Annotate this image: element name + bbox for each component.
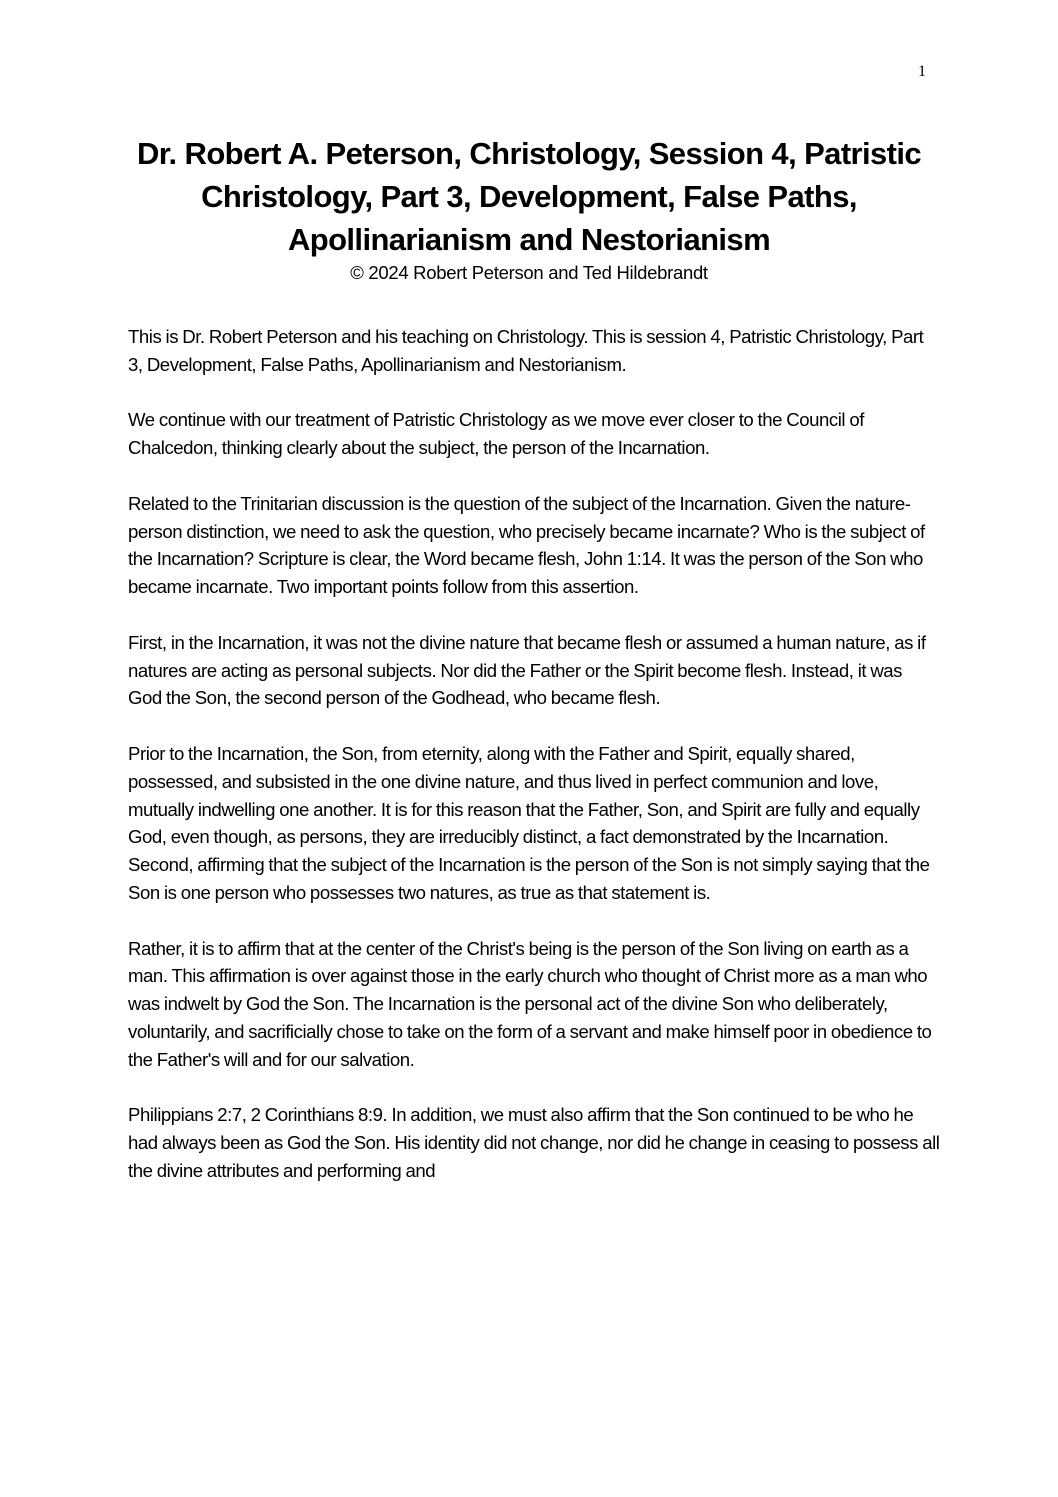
paragraph-subject-of-incarnation: Related to the Trinitarian discussion is the question of the subject of the Incarnation. Given the nature-person distinction, we need to ask the question, who precisely became incarnate? Who is the subject of the Incarnation? Scripture is clear, the Word became flesh, John 1:14. It was the person of the Son who became incarnate. Two important points follow from this assertion. xyxy=(128,492,925,598)
page-number: 1 xyxy=(918,63,926,80)
document-title: Dr. Robert A. Peterson, Christology, Session 4, Patristic Christology, Part 3, Development, False Paths, Apollinarianism and Nestorianism xyxy=(136,136,922,257)
document-body xyxy=(128,323,940,1213)
paragraph-first-point: First, in the Incarnation, it was not the divine nature that became flesh or assumed a human nature, as if natures are acting as personal subjects. Nor did the Father or the Spirit become flesh. Instead, it was God the Son, the second person of the Godhead, who became flesh. xyxy=(128,631,926,709)
document-header xyxy=(100,132,958,285)
paragraph-prior-to-incarnation: Prior to the Incarnation, the Son, from eternity, along with the Father and Spirit, equally shared, possessed, and subsisted in the one divine nature, and thus lived in perfect communion and love, mutually indwelling one another. It is for this reason that the Father, Son, and Spirit are fully and equally God, even though, as persons, they are irreducibly distinct, a fact demonstrated by the Incarnation. Second, affirming that the subject of the Incarnation is the person of the Son is not simply saying that the Son is one person who possesses two natures, as true as that statement is. xyxy=(128,742,930,903)
paragraph-philippians: Philippians 2:7, 2 Corinthians 8:9. In addition, we must also affirm that the Son continued to be who he had always been as God the Son. His identity did not change, nor did he change in ceasing to possess all the divine attributes and performing and xyxy=(128,1104,940,1181)
paragraph-rather: Rather, it is to affirm that at the center of the Christ's being is the person of the Son living on earth as a man. This affirmation is over against those in the early church who thought of Christ more as a man who was indwelt by God the Son. The Incarnation is the personal act of the divine Son who deliberately, voluntarily, and sacrificially chose to take on the form of a servant and make himself poor in obedience to the Father's will and for our salvation. xyxy=(128,937,932,1070)
paragraph-continue: We continue with our treatment of Patristic Christology as we move ever closer to the Council of Chalcedon, thinking clearly about the subject, the person of the Incarnation. xyxy=(128,409,864,459)
copyright-notice: © 2024 Robert Peterson and Ted Hildebrandt xyxy=(350,262,708,283)
paragraph-intro: This is Dr. Robert Peterson and his teaching on Christology. This is session 4, Patristic Christology, Part 3, Development, False Paths, Apollinarianism and Nestorianism. xyxy=(128,326,924,375)
